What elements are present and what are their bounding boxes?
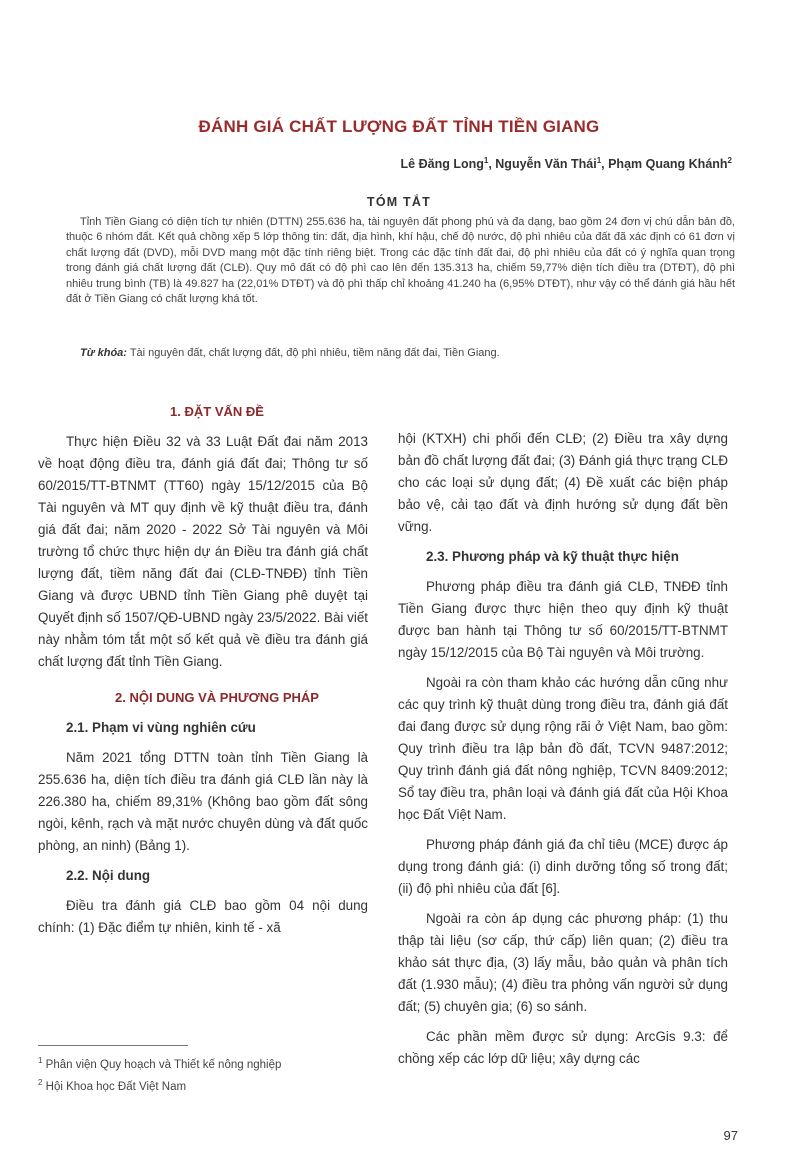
subsection-heading: 2.1. Phạm vi vùng nghiên cứu: [66, 720, 256, 735]
author-name: Phạm Quang Khánh: [608, 157, 728, 172]
keywords-text: Tài nguyên đất, chất lượng đất, độ phì nhiêu, tiềm năng đất đai, Tiền Giang.: [129, 347, 500, 359]
subsection-heading: 2.3. Phương pháp và kỹ thuật thực hiện: [426, 549, 679, 564]
subsection-heading: 2.2. Nội dung: [66, 868, 151, 883]
paragraph: Ngoài ra còn tham khảo các hướng dẫn cũng như các quy trình kỹ thuật dùng trong điều tra, đánh giá đất đai đang được sử dụng rộng rãi ở Việt Nam, bao gồm: Quy trình điều tra lập bản đồ đất, TCVN 9487:2012; Quy trình đánh giá đất nông nghiệp, TCVN 8409:2012; Sổ tay điều tra, phân loại và đánh giá đất của Hội Khoa học Đất Việt Nam.: [398, 675, 728, 822]
footnote-mark: 1: [38, 1056, 43, 1065]
author-name: Nguyễn Văn Thái: [495, 157, 597, 172]
footnote-text: Phân viện Quy hoạch và Thiết kế nông nghiệp: [45, 1058, 282, 1071]
author-affiliation-mark: 2: [727, 156, 732, 165]
keywords-label: Từ khóa:: [80, 347, 127, 359]
footnotes: [38, 1052, 281, 1096]
keywords: [66, 346, 735, 361]
paragraph: Năm 2021 tổng DTTN toàn tỉnh Tiền Giang là 255.636 ha, diện tích điều tra đánh giá CLĐ lần này là 226.380 ha, chiếm 89,31% (Không bao gồm đất sông ngòi, kênh, rạch và mặt nước chuyên dùng và đất quốc phòng, an ninh) (Bảng 1).: [38, 750, 368, 853]
abstract-heading: TÓM TẮT: [367, 195, 431, 209]
author-list: Lê Đăng Long$^1$, Nguyễn Văn Thái$^1$, Phạm Quang Khánh$^2$: [400, 156, 732, 172]
paragraph: Các phần mềm được sử dụng: ArcGis 9.3: để chồng xếp các lớp dữ liệu; xây dựng các: [398, 1029, 728, 1066]
author-name: Lê Đăng Long: [400, 157, 484, 172]
paragraph: Thực hiện Điều 32 và 33 Luật Đất đai năm 2013 về hoạt động điều tra, đánh giá đất đai; Thông tư số 60/2015/TT-BTNMT (TT60) ngày 15/12/2015 của Bộ Tài nguyên và MT quy định về kỹ thuật điều tra, đánh giá đất đai; năm 2020 - 2022 Sở Tài nguyên và Môi trường tổ chức thực hiện dự án Điều tra đánh giá chất lượng đất, tiềm năng đất đai (CLĐ-TNĐĐ) tỉnh Tiền Giang và được UBND tỉnh Tiền Giang phê duyệt tại Quyết định số 1507/QĐ-UBND ngày 23/5/2022. Bài viết này nhằm tóm tắt một số kết quả về điều tra đánh giá chất lượng đất tỉnh Tiền Giang.: [38, 434, 368, 669]
left-column: [38, 401, 368, 939]
footnote-mark: 2: [38, 1077, 43, 1087]
right-column: [398, 428, 728, 1070]
author-affiliation-mark: 1: [483, 156, 489, 165]
paper-title: ĐÁNH GIÁ CHẤT LƯỢNG ĐẤT TỈNH TIỀN GIANG: [198, 117, 600, 136]
footnote: [38, 1052, 281, 1074]
paragraph: Ngoài ra còn áp dụng các phương pháp: (1) thu thập tài liệu (sơ cấp, thứ cấp) liên quan; (2) điều tra khảo sát thực địa, (3) lấy mẫu, bảo quản và phân tích đất (1.930 mẫu); (4) điều tra phỏng vấn người sử dụng đất; (5) chuyên gia; (6) so sánh.: [398, 911, 728, 1014]
paragraph: Phương pháp đánh giá đa chỉ tiêu (MCE) được áp dụng trong đánh giá: (i) dinh dưỡng tổng số trong đất; (ii) độ phì nhiêu của đất [6].: [398, 837, 728, 896]
paragraph: Phương pháp điều tra đánh giá CLĐ, TNĐĐ tỉnh Tiền Giang được thực hiện theo quy định kỹ thuật được ban hành tại Thông tư số 60/2015/TT-BTNMT ngày 15/12/2015 của Bộ Tài nguyên và Môi trường.: [398, 579, 728, 660]
footnote-divider: [38, 1045, 188, 1046]
paragraph: Điều tra đánh giá CLĐ bao gồm 04 nội dung chính: (1) Đặc điểm tự nhiên, kinh tế - xã: [38, 898, 368, 935]
author-affiliation-mark: 1: [596, 156, 602, 165]
section-heading: 1. ĐẶT VẤN ĐỀ: [170, 404, 264, 419]
abstract-text: Tỉnh Tiền Giang có diện tích tự nhiên (DTTN) 255.636 ha, tài nguyên đất phong phú và đa dạng, bao gồm 24 đơn vị chú dẫn bản đồ, thuộc 6 nhóm đất. Kết quả chồng xếp 5 lớp thông tin: đất, địa hình, khí hậu, chế độ nước, độ phì nhiêu của đất đã xác định có 61 đơn vị chất lượng đất (DVD), mỗi DVD mang một đặc tính riêng biệt. Trong các đặc tính đất đai, độ phì nhiêu của đất có ý nghĩa quan trọng trong đánh giá chất lượng đất (CLĐ). Quy mô đất có độ phì cao lên đến 135.313 ha, chiếm 59,77% diện tích điều tra (DTĐT), độ phì nhiêu trung bình (TB) là 49.827 ha (22,01% DTĐT) và độ phì thấp chỉ khoảng 41.240 ha (6,95% DTĐT), như vậy có thể đánh giá hầu hết đất ở Tiền Giang có chất lượng khá tốt.: [66, 216, 735, 306]
footnote: [38, 1074, 281, 1096]
paragraph: hội (KTXH) chi phối đến CLĐ; (2) Điều tra xây dựng bản đồ chất lượng đất đai; (3) Đánh giá thực trạng CLĐ cho các loại sử dụng đất; (4) Đề xuất các biện pháp bảo vệ, cải tạo đất và định hướng sử dụng đất bền vững.: [398, 431, 728, 534]
page-number: 97: [723, 1128, 738, 1143]
footnote-text: Hội Khoa học Đất Việt Nam: [45, 1080, 187, 1093]
section-heading: 2. NỘI DUNG VÀ PHƯƠNG PHÁP: [115, 690, 319, 705]
